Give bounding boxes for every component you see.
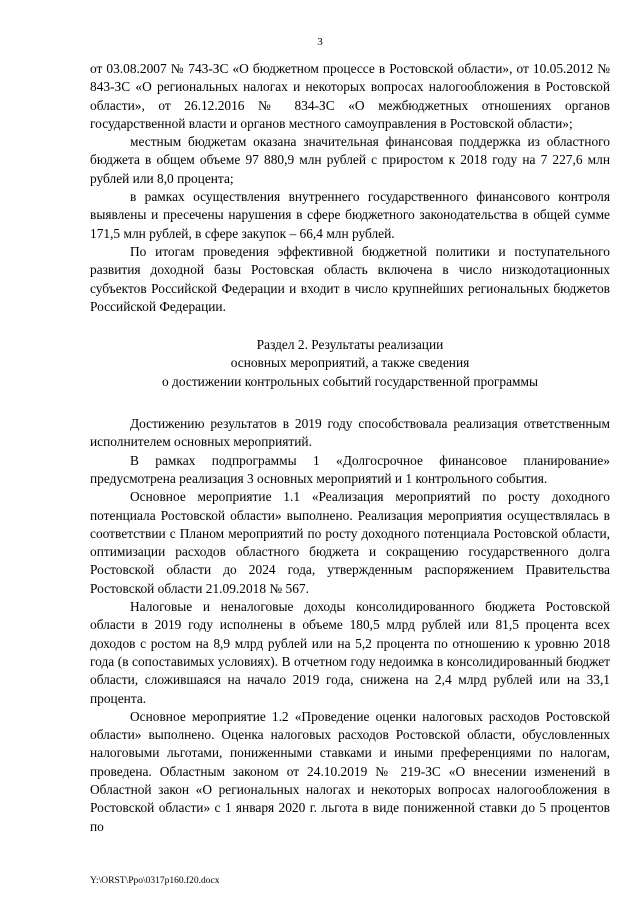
paragraph: По итогам проведения эффективной бюджетной политики и поступательного развития доходной базы Ростовская область включена в число низкодотационных субъектов Российской Федерации и входит в число крупнейших региональных бюджетов Российской Федерации. bbox=[90, 243, 610, 314]
section-heading-line: Раздел 2. Результаты реализации bbox=[256, 337, 444, 353]
paragraph: Основное мероприятие 1.1 «Реализация мероприятий по росту доходного потенциала Ростовской области» выполнено. Реализация мероприятия осуществлялась в соответствии с Планом мероприятий по росту доходного потенциала Ростовской области, оптимизации расходов областного бюджета и сокращению государственного долга Ростовской области до 2024 года, утвержденным распоряжением Правительства Ростовской области 21.09.2018 № 567. bbox=[90, 489, 610, 596]
paragraph: Налоговые и неналоговые доходы консолидированного бюджета Ростовской области в 2019 году исполнены в объеме 180,5 млрд рублей или 81,5 процента всех доходов с ростом на 8,9 млрд рублей или на 5,2 процента по отношению к уровню 2018 года (в сопоставимых условиях). В отчетном году недоимка в консолидированный бюджет области, сложившаяся на начало 2019 года, снижена на 2,4 млрд рублей или на 33,1 процента. bbox=[90, 599, 610, 706]
section-heading bbox=[90, 336, 610, 391]
paragraph: Достижению результатов в 2019 году способствовала реализация ответственным исполнителем основных мероприятий. bbox=[90, 416, 610, 450]
page-number: 3 bbox=[317, 36, 323, 48]
footer-file-path: Y:\ORST\Ppo\0317p160.f20.docx bbox=[90, 876, 220, 886]
document-body bbox=[90, 60, 610, 836]
paragraph: Основное мероприятие 1.2 «Проведение оценки налоговых расходов Ростовской области» выполнено. Оценка налоговых расходов Ростовской области, обусловленных налоговыми льготами, пониженными ставками и иными преференциями по налогам, проведена. Областным законом от 24.10.2019 № 219-ЗС «О внесении изменений в Областной закон «О региональных налогах и некоторых вопросах налогообложения в Ростовской области» с 1 января 2020 г. льгота в виде пониженной ставки до 5 процентов по bbox=[90, 708, 610, 834]
paragraph: местным бюджетам оказана значительная финансовая поддержка из областного бюджета в общем объеме 97 880,9 млн рублей с приростом к 2018 году на 7 227,6 млн рублей или 8,0 процента; bbox=[90, 134, 610, 186]
paragraph: в рамках осуществления внутреннего государственного финансового контроля выявлены и пресечены нарушения в сфере бюджетного законодательства в общей сумме 171,5 млн рублей, в сфере закупок – 66,4 млн рублей. bbox=[90, 189, 610, 241]
section-heading-line: основных мероприятий, а также сведения bbox=[230, 355, 470, 371]
paragraph: В рамках подпрограммы 1 «Долгосрочное финансовое планирование» предусмотрена реализация 3 основных мероприятий и 1 контрольного события. bbox=[90, 452, 610, 486]
paragraph: от 03.08.2007 № 743-ЗС «О бюджетном процессе в Ростовской области», от 10.05.2012 № 843-ЗС «О региональных налогах и некоторых вопросах налогообложения в Ростовской области», от 26.12.2016 № 834-ЗС «О межбюджетных отношениях органов государственной власти и органов местного самоуправления в Ростовской области»; bbox=[90, 61, 610, 131]
section-heading-line: о достижении контрольных событий государственной программы bbox=[161, 373, 538, 389]
